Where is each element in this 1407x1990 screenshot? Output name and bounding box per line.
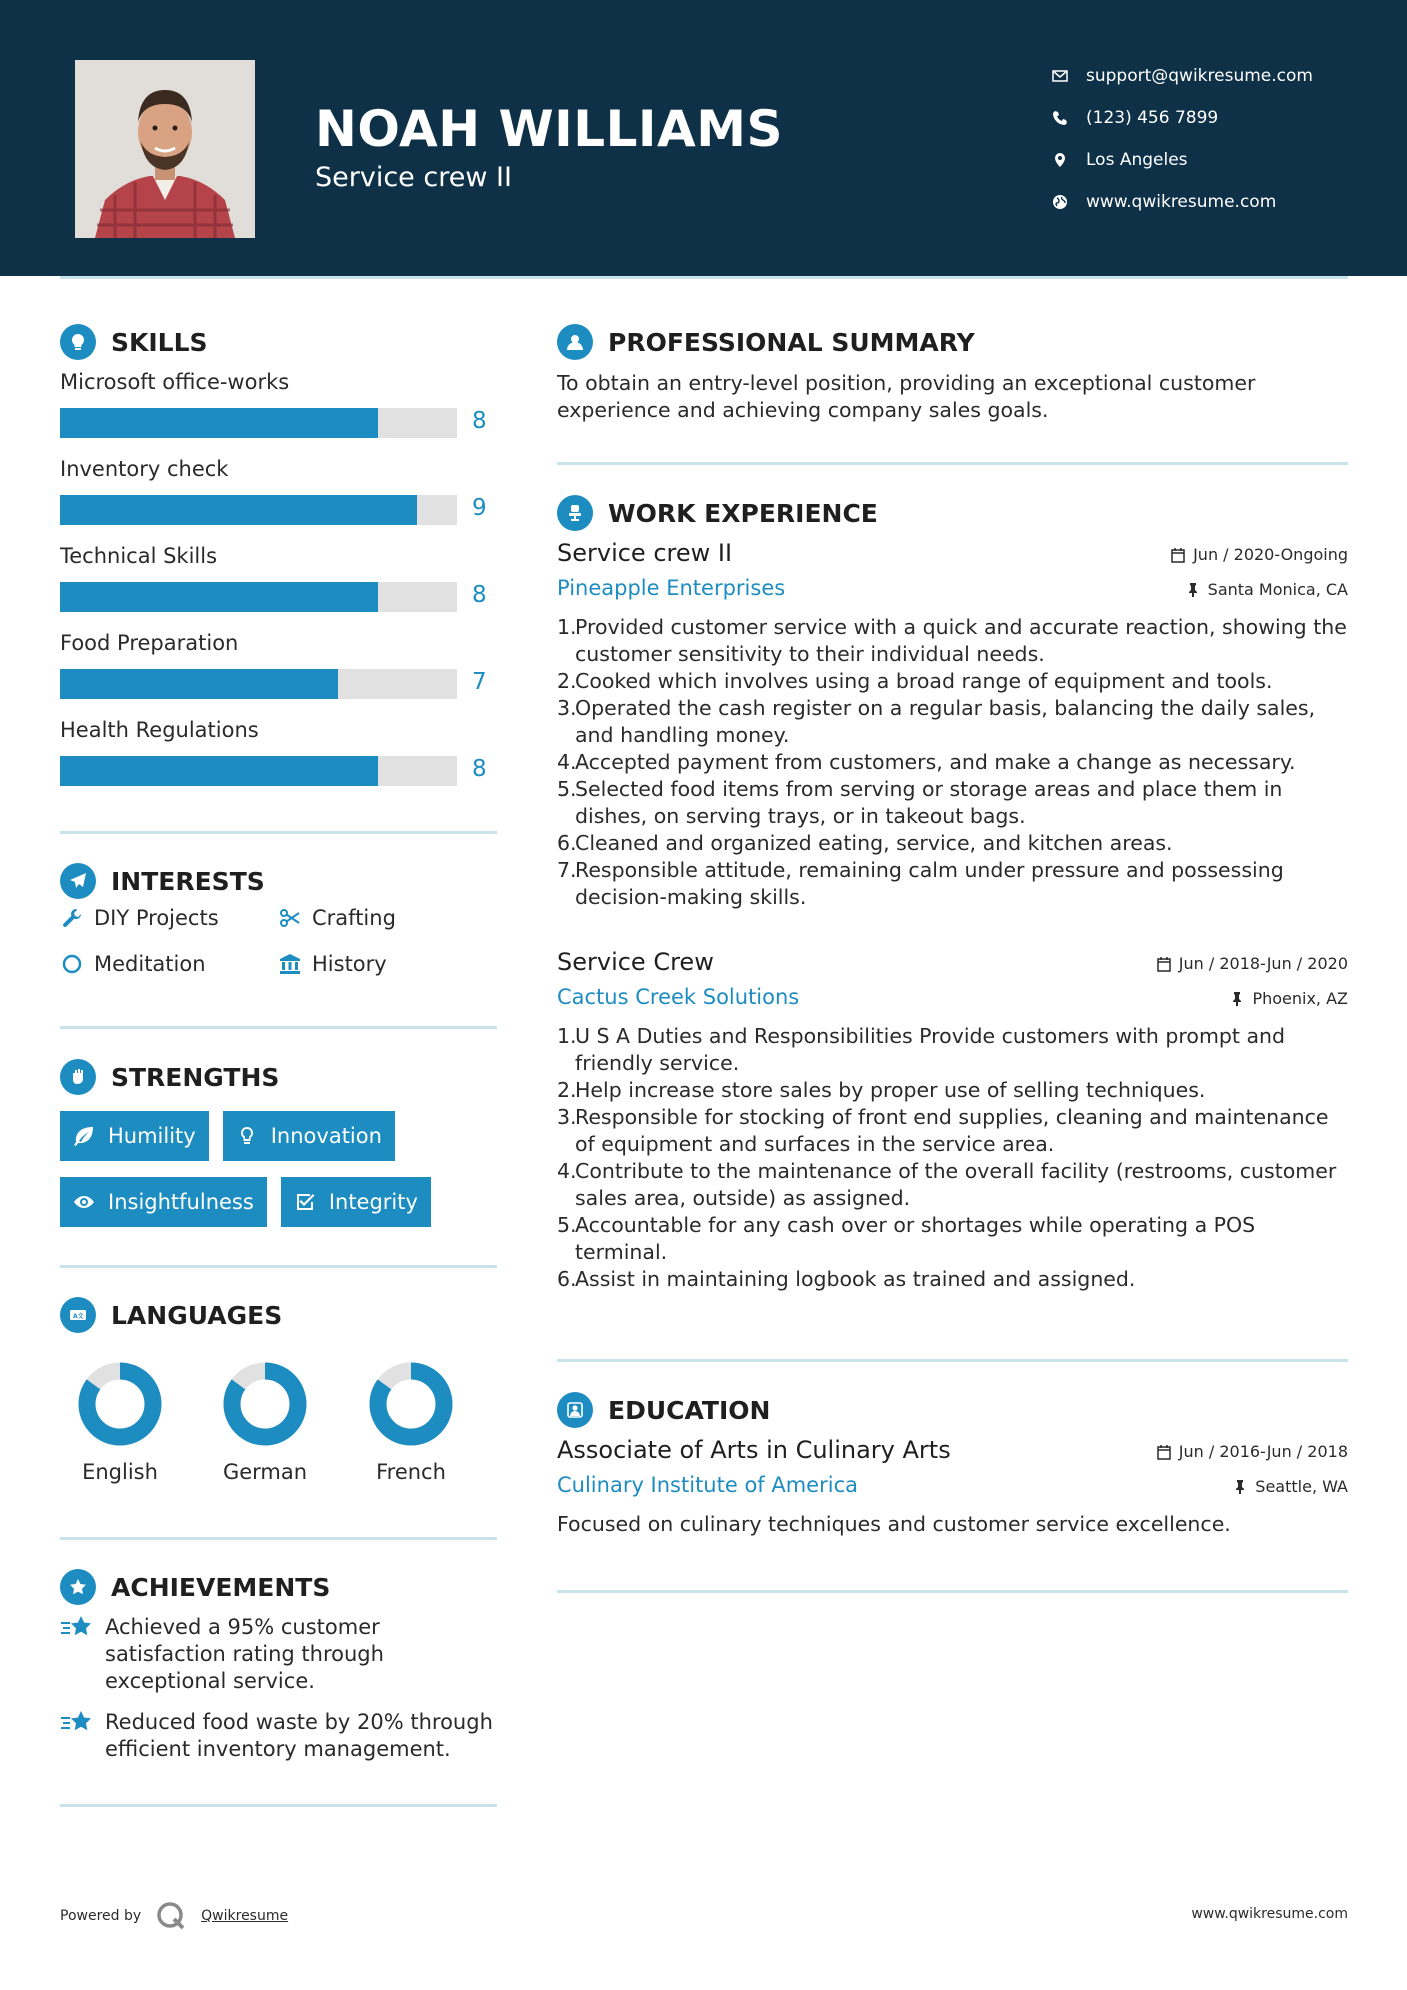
contact-email[interactable] bbox=[1050, 55, 1380, 97]
job-location bbox=[1185, 580, 1348, 599]
skill-name: Health Regulations bbox=[60, 718, 259, 742]
graduate-icon bbox=[557, 1392, 593, 1428]
skill-item bbox=[60, 544, 500, 631]
achievement-item bbox=[60, 1709, 500, 1763]
bullet-text: U S A Duties and Responsibilities Provide customers with prompt and friendly service. bbox=[575, 1024, 1286, 1075]
job-bullet bbox=[557, 614, 1348, 668]
bullet-text: Help increase store sales by proper use of selling techniques. bbox=[575, 1078, 1206, 1102]
interests-heading bbox=[60, 863, 265, 899]
interest-item bbox=[278, 951, 496, 977]
job-date bbox=[1156, 954, 1348, 973]
education-date bbox=[1156, 1442, 1348, 1461]
bullet-number: 4. bbox=[557, 1159, 577, 1183]
skill-bar-track bbox=[60, 756, 457, 786]
bullet-number: 2. bbox=[557, 1078, 577, 1102]
skills-heading bbox=[60, 324, 208, 360]
skill-bar-track bbox=[60, 495, 457, 525]
job-bullet bbox=[557, 1077, 1348, 1104]
footer-website[interactable]: www.qwikresume.com bbox=[1191, 1906, 1348, 1922]
envelope-icon bbox=[1050, 66, 1070, 86]
language-name: English bbox=[82, 1460, 158, 1484]
globe-icon bbox=[1050, 192, 1070, 212]
strength-label: Insightfulness bbox=[108, 1190, 254, 1214]
language-name: German bbox=[222, 1460, 308, 1484]
paper-plane-icon bbox=[60, 863, 96, 899]
lightbulb-icon bbox=[60, 324, 96, 360]
achievements-heading bbox=[60, 1569, 330, 1605]
experience-heading bbox=[557, 495, 878, 531]
lightbulb-icon bbox=[235, 1124, 259, 1148]
job-bullet bbox=[557, 1023, 1348, 1077]
skill-name: Inventory check bbox=[60, 457, 229, 481]
interests-title: INTERESTS bbox=[111, 866, 265, 896]
strengths-title: STRENGTHS bbox=[111, 1062, 280, 1092]
office-chair-icon bbox=[557, 495, 593, 531]
map-pin-icon bbox=[1050, 150, 1070, 170]
strength-chip bbox=[223, 1111, 395, 1161]
powered-by-text: Powered by bbox=[60, 1908, 142, 1924]
contact-website[interactable] bbox=[1050, 181, 1380, 223]
language-level-donut bbox=[367, 1360, 455, 1448]
contact-phone-text: (123) 456 7899 bbox=[1086, 108, 1219, 128]
star-badge-icon bbox=[60, 1569, 96, 1605]
interest-item bbox=[60, 905, 278, 931]
svg-text:A文: A文 bbox=[73, 1313, 84, 1320]
strengths-list bbox=[60, 1111, 500, 1227]
contact-location bbox=[1050, 139, 1380, 181]
strength-chip bbox=[60, 1177, 267, 1227]
strengths-divider bbox=[60, 1265, 497, 1268]
achievements-divider bbox=[60, 1804, 497, 1807]
bullet-number: 4. bbox=[557, 750, 577, 774]
skill-bar-track bbox=[60, 408, 457, 438]
interest-item bbox=[278, 905, 496, 931]
qwikresume-logo-icon bbox=[155, 1900, 187, 1932]
bullet-number: 6. bbox=[557, 831, 577, 855]
job-bullet bbox=[557, 830, 1348, 857]
bullet-text: Provided customer service with a quick and accurate reaction, showing the customer sensitivity to their individual needs. bbox=[575, 615, 1347, 666]
education-entry bbox=[557, 1436, 1348, 1538]
bullet-text: Responsible attitude, remaining calm under pressure and possessing decision-making skills. bbox=[575, 858, 1284, 909]
job-bullets bbox=[557, 1023, 1348, 1293]
calendar-icon bbox=[1156, 1444, 1172, 1460]
circle-icon bbox=[60, 952, 84, 976]
bullet-text: Selected food items from serving or storage areas and place them in dishes, on serving trays, or in takeout bags. bbox=[575, 777, 1283, 828]
skill-bar-track bbox=[60, 582, 457, 612]
language-item bbox=[205, 1360, 325, 1484]
job-date bbox=[1170, 545, 1348, 564]
job-entry bbox=[557, 539, 1348, 911]
fist-icon bbox=[60, 1059, 96, 1095]
skill-bar-fill bbox=[60, 756, 378, 786]
candidate-headline: Service crew II bbox=[315, 162, 512, 193]
job-bullet bbox=[557, 1266, 1348, 1293]
strength-label: Integrity bbox=[328, 1190, 418, 1214]
skills-divider bbox=[60, 831, 497, 834]
skill-bar-fill bbox=[60, 669, 338, 699]
bullet-text: Operated the cash register on a regular basis, balancing the daily sales, and handling money. bbox=[575, 696, 1316, 747]
bullet-text: Accountable for any cash over or shortages while operating a POS terminal. bbox=[575, 1213, 1256, 1264]
job-bullet bbox=[557, 1212, 1348, 1266]
job-bullet bbox=[557, 776, 1348, 830]
skill-name: Food Preparation bbox=[60, 631, 239, 655]
job-location-text: Phoenix, AZ bbox=[1252, 989, 1348, 1008]
interest-label: Crafting bbox=[312, 906, 396, 930]
contact-list bbox=[1050, 55, 1380, 223]
interests-divider bbox=[60, 1026, 497, 1029]
language-level-donut bbox=[221, 1360, 309, 1448]
eye-icon bbox=[72, 1190, 96, 1214]
skills-list bbox=[60, 370, 500, 805]
education-heading bbox=[557, 1392, 770, 1428]
calendar-icon bbox=[1156, 956, 1172, 972]
summary-title: PROFESSIONAL SUMMARY bbox=[608, 327, 975, 357]
education-title: EDUCATION bbox=[608, 1395, 771, 1425]
skill-value: 8 bbox=[472, 408, 487, 434]
contact-phone[interactable] bbox=[1050, 97, 1380, 139]
job-title: Service crew II bbox=[557, 539, 733, 567]
experience-title: WORK EXPERIENCE bbox=[608, 498, 878, 528]
job-bullet bbox=[557, 668, 1348, 695]
skill-item bbox=[60, 370, 500, 457]
pushpin-icon bbox=[1185, 582, 1201, 598]
language-item bbox=[60, 1360, 180, 1484]
interest-item bbox=[60, 951, 278, 977]
skill-value: 8 bbox=[472, 582, 487, 608]
job-date-text: Jun / 2020-Ongoing bbox=[1193, 545, 1348, 564]
candidate-name: NOAH WILLIAMS bbox=[315, 100, 783, 158]
language-icon bbox=[60, 1297, 96, 1333]
education-location bbox=[1232, 1477, 1348, 1496]
language-name: French bbox=[376, 1460, 446, 1484]
bullet-text: Responsible for stocking of front end supplies, cleaning and maintenance of equipment and surfaces in the service area. bbox=[575, 1105, 1329, 1156]
job-company: Pineapple Enterprises bbox=[557, 576, 786, 600]
skill-value: 9 bbox=[472, 495, 487, 521]
job-company: Cactus Creek Solutions bbox=[557, 985, 800, 1009]
strength-label: Innovation bbox=[270, 1124, 382, 1148]
job-bullet bbox=[557, 857, 1348, 911]
bullet-text: Accepted payment from customers, and make a change as necessary. bbox=[575, 750, 1296, 774]
skill-name: Technical Skills bbox=[60, 544, 218, 568]
achievement-text: Reduced food waste by 20% through efficient inventory management. bbox=[105, 1710, 493, 1761]
summary-text: To obtain an entry-level position, providing an exceptional customer experience and achieving company sales goals. bbox=[557, 371, 1256, 422]
skill-item bbox=[60, 631, 500, 718]
shooting-star-icon bbox=[60, 1614, 94, 1642]
job-bullet bbox=[557, 749, 1348, 776]
language-level-donut bbox=[76, 1360, 164, 1448]
languages-divider bbox=[60, 1537, 497, 1540]
skills-title: SKILLS bbox=[111, 327, 208, 357]
summary-divider bbox=[557, 462, 1348, 465]
strength-chip bbox=[60, 1111, 209, 1161]
calendar-icon bbox=[1170, 547, 1186, 563]
job-entry bbox=[557, 948, 1348, 1293]
skill-item bbox=[60, 718, 500, 805]
pushpin-icon bbox=[1232, 1479, 1248, 1495]
job-bullet bbox=[557, 1158, 1348, 1212]
scissors-icon bbox=[278, 906, 302, 930]
bullet-text: Contribute to the maintenance of the overall facility (restrooms, customer sales area, outside) as assigned. bbox=[575, 1159, 1337, 1210]
bullet-number: 7. bbox=[557, 858, 577, 882]
bullet-number: 6. bbox=[557, 1267, 577, 1291]
bullet-number: 2. bbox=[557, 669, 577, 693]
contact-location-text: Los Angeles bbox=[1086, 150, 1188, 170]
skill-bar-fill bbox=[60, 495, 417, 525]
job-bullet bbox=[557, 695, 1348, 749]
job-bullet bbox=[557, 1104, 1348, 1158]
job-bullets bbox=[557, 614, 1348, 911]
skill-bar-fill bbox=[60, 582, 378, 612]
bullet-text: Cleaned and organized eating, service, and kitchen areas. bbox=[575, 831, 1173, 855]
bullet-number: 3. bbox=[557, 1105, 577, 1129]
language-item bbox=[351, 1360, 471, 1484]
shooting-star-icon bbox=[60, 1709, 94, 1737]
pushpin-icon bbox=[1229, 991, 1245, 1007]
wrench-icon bbox=[60, 906, 84, 930]
summary-heading bbox=[557, 324, 975, 360]
interests-list bbox=[60, 905, 500, 977]
education-location-text: Seattle, WA bbox=[1255, 1477, 1348, 1496]
strength-label: Humility bbox=[108, 1124, 196, 1148]
education-date-text: Jun / 2016-Jun / 2018 bbox=[1178, 1442, 1348, 1461]
bullet-number: 5. bbox=[557, 1213, 577, 1237]
achievements-list bbox=[60, 1614, 500, 1777]
header-divider bbox=[60, 276, 1348, 279]
checkbox-icon bbox=[293, 1190, 317, 1214]
bullet-number: 1. bbox=[557, 615, 577, 639]
bullet-text: Assist in maintaining logbook as trained and assigned. bbox=[575, 1267, 1136, 1291]
skill-bar-fill bbox=[60, 408, 378, 438]
languages-heading bbox=[60, 1297, 282, 1333]
achievement-item bbox=[60, 1614, 500, 1695]
user-icon bbox=[557, 324, 593, 360]
skill-value: 7 bbox=[472, 669, 487, 695]
bullet-number: 5. bbox=[557, 777, 577, 801]
interest-label: Meditation bbox=[94, 952, 206, 976]
interest-label: DIY Projects bbox=[94, 906, 219, 930]
skill-value: 8 bbox=[472, 756, 487, 782]
job-location-text: Santa Monica, CA bbox=[1207, 580, 1348, 599]
qwikresume-link[interactable]: Qwikresume bbox=[201, 1908, 289, 1924]
achievement-text: Achieved a 95% customer satisfaction rating through exceptional service. bbox=[105, 1615, 384, 1693]
achievements-title: ACHIEVEMENTS bbox=[111, 1572, 331, 1602]
contact-website-text: www.qwikresume.com bbox=[1086, 192, 1277, 212]
bullet-number: 1. bbox=[557, 1024, 577, 1048]
profile-photo bbox=[75, 60, 255, 238]
interest-label: History bbox=[312, 952, 387, 976]
degree-title: Associate of Arts in Culinary Arts bbox=[557, 1436, 951, 1464]
strengths-heading bbox=[60, 1059, 279, 1095]
experience-divider bbox=[557, 1359, 1348, 1362]
education-description: Focused on culinary techniques and customer service excellence. bbox=[557, 1512, 1231, 1536]
job-date-text: Jun / 2018-Jun / 2020 bbox=[1178, 954, 1348, 973]
contact-email-text: support@qwikresume.com bbox=[1086, 66, 1313, 86]
skill-bar-track bbox=[60, 669, 457, 699]
footer-powered-by bbox=[60, 1900, 288, 1932]
skill-item bbox=[60, 457, 500, 544]
strength-chip bbox=[281, 1177, 431, 1227]
school-name: Culinary Institute of America bbox=[557, 1473, 858, 1497]
phone-icon bbox=[1050, 108, 1070, 128]
bullet-text: Cooked which involves using a broad range of equipment and tools. bbox=[575, 669, 1273, 693]
bullet-number: 3. bbox=[557, 696, 577, 720]
job-title: Service Crew bbox=[557, 948, 714, 976]
resume-header bbox=[0, 0, 1407, 276]
job-location bbox=[1229, 989, 1348, 1008]
bank-icon bbox=[278, 952, 302, 976]
skill-name: Microsoft office-works bbox=[60, 370, 290, 394]
languages-title: LANGUAGES bbox=[111, 1300, 283, 1330]
education-divider bbox=[557, 1590, 1348, 1593]
leaf-icon bbox=[72, 1124, 96, 1148]
